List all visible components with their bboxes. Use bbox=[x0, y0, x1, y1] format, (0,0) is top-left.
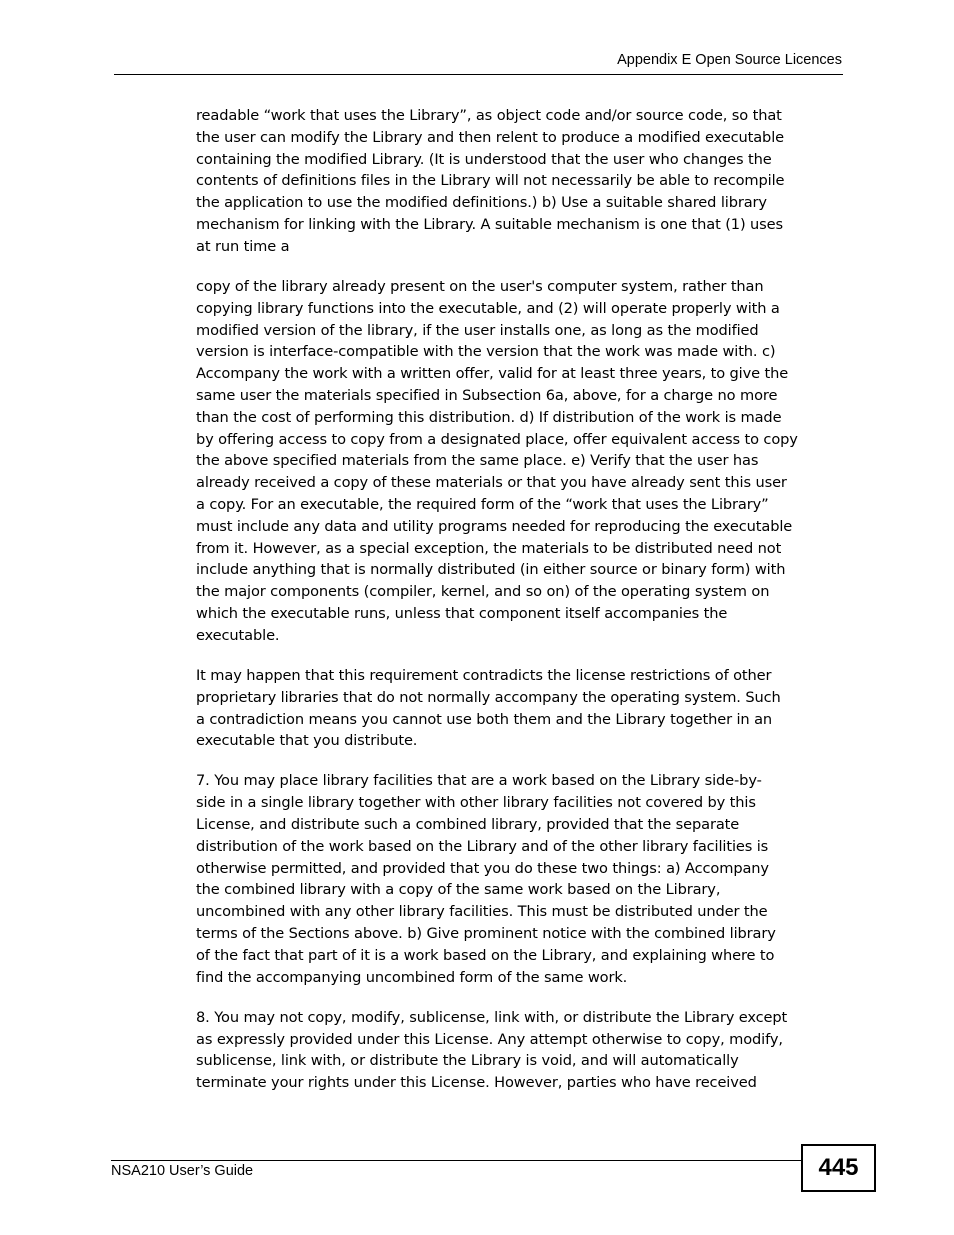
text-line: It may happen that this requirement contradicts the license restrictions of other bbox=[196, 666, 772, 684]
text-line: the major components (compiler, kernel, and so on) of the operating system on bbox=[196, 583, 770, 601]
text-line: distribution of the work based on the Library and of the other library facilities is bbox=[196, 837, 769, 855]
text-line: Accompany the work with a written offer, valid for at least three years, to give the bbox=[196, 365, 789, 383]
text-line: which the executable runs, unless that component itself accompanies the bbox=[196, 604, 728, 622]
paragraph bbox=[196, 1007, 842, 1094]
text-line: version is interface-compatible with the version that the work was made with. c) bbox=[196, 343, 776, 361]
text-line: the above specified materials from the same place. e) Verify that the user has bbox=[196, 452, 759, 470]
page-number-box bbox=[801, 1144, 876, 1192]
footer-divider bbox=[111, 1160, 803, 1161]
text-line: terminate your rights under this License. However, parties who have received bbox=[196, 1074, 757, 1092]
text-line: a copy. For an executable, the required form of the “work that uses the Library” bbox=[196, 495, 769, 513]
text-line: License, and distribute such a combined library, provided that the separate bbox=[196, 816, 740, 834]
text-line: copy of the library already present on the user's computer system, rather than bbox=[196, 277, 764, 295]
text-line: side in a single library together with other library facilities not covered by this bbox=[196, 794, 756, 812]
text-line: than the cost of performing this distribution. d) If distribution of the work is made bbox=[196, 408, 782, 426]
text-line: 7. You may place library facilities that are a work based on the Library side-by- bbox=[196, 772, 762, 790]
paragraph bbox=[196, 665, 842, 752]
paragraph bbox=[196, 276, 842, 647]
text-line: already received a copy of these materials or that you have already sent this user bbox=[196, 474, 787, 492]
text-line: otherwise permitted, and provided that you do these two things: a) Accompany bbox=[196, 859, 769, 877]
text-line: must include any data and utility programs needed for reproducing the executable bbox=[196, 517, 793, 535]
text-line: mechanism for linking with the Library. A suitable mechanism is one that (1) uses bbox=[196, 215, 784, 233]
page-number: 445 bbox=[818, 1154, 859, 1181]
text-line: terms of the Sections above. b) Give prominent notice with the combined library bbox=[196, 925, 776, 943]
text-line: include anything that is normally distributed (in either source or binary form) with bbox=[196, 561, 786, 579]
text-line: same user the materials specified in Subsection 6a, above, for a charge no more bbox=[196, 386, 778, 404]
text-line: proprietary libraries that do not normally accompany the operating system. Such bbox=[196, 688, 781, 706]
text-line: containing the modified Library. (It is understood that the user who changes the bbox=[196, 150, 772, 168]
text-line: as expressly provided under this License. Any attempt otherwise to copy, modify, bbox=[196, 1030, 783, 1048]
text-line: uncombined with any other library facilities. This must be distributed under the bbox=[196, 903, 768, 921]
text-line: sublicense, link with, or distribute the Library is void, and will automatically bbox=[196, 1052, 739, 1070]
text-line: modified version of the library, if the user installs one, as long as the modified bbox=[196, 321, 759, 339]
text-line: 8. You may not copy, modify, sublicense, link with, or distribute the Library except bbox=[196, 1008, 788, 1026]
body-text bbox=[196, 105, 842, 1112]
text-line: executable that you distribute. bbox=[196, 732, 418, 750]
text-line: find the accompanying uncombined form of the same work. bbox=[196, 968, 628, 986]
text-line: contents of definitions files in the Library will not necessarily be able to recompile bbox=[196, 172, 785, 190]
text-line: copying library functions into the executable, and (2) will operate properly with a bbox=[196, 299, 780, 317]
paragraph bbox=[196, 770, 842, 988]
text-line: the user can modify the Library and then relent to produce a modified executable bbox=[196, 128, 784, 146]
header-divider bbox=[114, 74, 843, 75]
paragraph bbox=[196, 105, 842, 258]
text-line: the combined library with a copy of the same work based on the Library, bbox=[196, 881, 721, 899]
running-header-title: Appendix E Open Source Licences bbox=[617, 52, 842, 68]
text-line: of the fact that part of it is a work based on the Library, and explaining where to bbox=[196, 946, 775, 964]
text-line: a contradiction means you cannot use both them and the Library together in an bbox=[196, 710, 773, 728]
text-line: executable. bbox=[196, 626, 280, 644]
text-line: readable “work that uses the Library”, as object code and/or source code, so that bbox=[196, 107, 782, 124]
text-line: from it. However, as a special exception, the materials to be distributed need not bbox=[196, 539, 782, 557]
footer-guide-title: NSA210 User’s Guide bbox=[111, 1163, 254, 1179]
text-line: the application to use the modified definitions.) b) Use a suitable shared library bbox=[196, 194, 767, 212]
text-line: by offering access to copy from a designated place, offer equivalent access to copy bbox=[196, 430, 798, 448]
text-line: at run time a bbox=[196, 237, 290, 255]
